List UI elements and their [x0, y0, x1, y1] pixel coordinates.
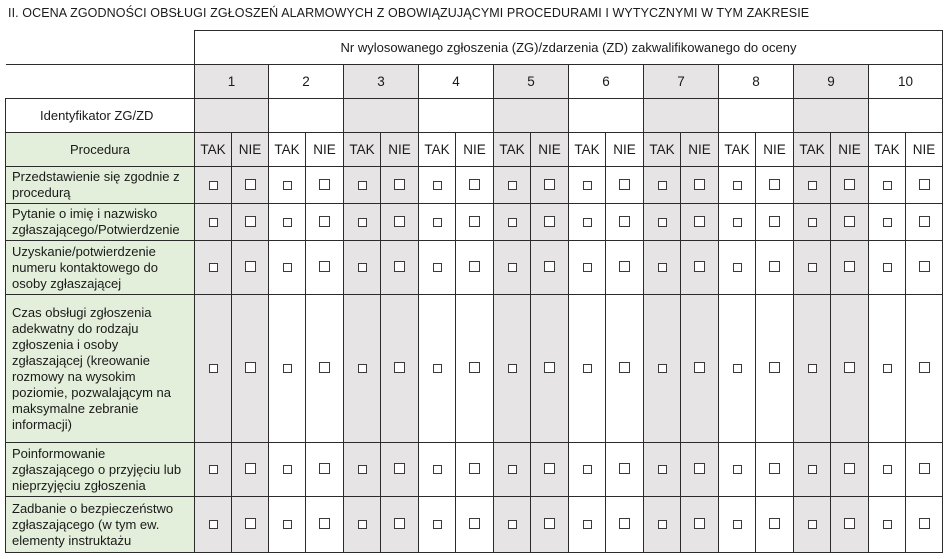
checkbox-cell — [456, 241, 494, 295]
nie-checkbox-9[interactable] — [844, 362, 855, 373]
tak-checkbox-7[interactable] — [658, 364, 667, 373]
column-number-8: 8 — [719, 65, 794, 99]
nie-checkbox-2[interactable] — [319, 463, 330, 474]
tak-checkbox-2[interactable] — [283, 465, 292, 474]
procedure-row-label: Zadbanie o bezpieczeństwo zgłaszającego (w tym ew. elementy instruktażu — [6, 497, 195, 553]
table-row — [6, 167, 943, 204]
nie-checkbox-9[interactable] — [844, 518, 855, 529]
tak-checkbox-10[interactable] — [883, 465, 892, 474]
tak-checkbox-3[interactable] — [358, 218, 367, 227]
nie-checkbox-2[interactable] — [319, 179, 330, 190]
procedure-row-label: Pytanie o imię i nazwisko zgłaszającego/Potwierdzenie — [6, 204, 195, 241]
checkbox-cell — [195, 204, 232, 241]
tak-checkbox-5[interactable] — [508, 465, 517, 474]
procedure-row-label: Uzyskanie/potwierdzenie numeru kontaktowego do osoby zgłaszającej — [6, 241, 195, 295]
checkbox-cell — [344, 497, 381, 553]
tak-header-5: TAK — [494, 133, 531, 167]
procedure-row-label: Poinformowanie zgłaszającego o przyjęciu lub nieprzyjęciu zgłoszenia — [6, 443, 195, 497]
nie-header-5: NIE — [531, 133, 569, 167]
empty-corner-2 — [6, 65, 195, 99]
checkbox-cell — [531, 497, 569, 553]
tak-checkbox-3[interactable] — [358, 465, 367, 474]
nie-checkbox-7[interactable] — [694, 518, 705, 529]
checkbox-cell — [869, 295, 906, 443]
checkbox-cell — [719, 204, 756, 241]
checkbox-cell — [719, 443, 756, 497]
nie-checkbox-9[interactable] — [844, 463, 855, 474]
tak-checkbox-5[interactable] — [508, 218, 517, 227]
checkbox-cell — [344, 241, 381, 295]
checkbox-cell — [906, 497, 943, 553]
tak-checkbox-10[interactable] — [883, 218, 892, 227]
nie-checkbox-5[interactable] — [544, 261, 555, 272]
checkbox-cell — [456, 497, 494, 553]
tak-checkbox-6[interactable] — [583, 364, 592, 373]
tak-checkbox-6[interactable] — [583, 520, 592, 529]
tak-checkbox-9[interactable] — [808, 520, 817, 529]
checkbox-cell — [531, 204, 569, 241]
checkbox-cell — [606, 167, 644, 204]
identifier-cell-4[interactable] — [419, 99, 494, 133]
tak-checkbox-5[interactable] — [508, 364, 517, 373]
tak-checkbox-5[interactable] — [508, 520, 517, 529]
nie-checkbox-5[interactable] — [544, 463, 555, 474]
checkbox-cell — [719, 295, 756, 443]
tak-checkbox-3[interactable] — [358, 364, 367, 373]
checkbox-cell — [794, 295, 831, 443]
checkbox-cell — [232, 167, 269, 204]
checkbox-cell — [831, 497, 869, 553]
tak-checkbox-1[interactable] — [209, 181, 218, 190]
nie-header-3: NIE — [381, 133, 419, 167]
tak-checkbox-1[interactable] — [209, 520, 218, 529]
checkbox-cell — [381, 204, 419, 241]
assessment-table — [5, 30, 943, 553]
checkbox-cell — [494, 497, 531, 553]
checkbox-cell — [756, 204, 794, 241]
checkbox-cell — [269, 167, 306, 204]
checkbox-cell — [456, 167, 494, 204]
checkbox-cell — [195, 497, 232, 553]
tak-checkbox-8[interactable] — [733, 465, 742, 474]
tak-checkbox-2[interactable] — [283, 520, 292, 529]
tak-checkbox-4[interactable] — [433, 520, 442, 529]
column-number-10: 10 — [869, 65, 943, 99]
checkbox-cell — [644, 295, 681, 443]
checkbox-cell — [419, 443, 456, 497]
checkbox-cell — [606, 241, 644, 295]
nie-checkbox-2[interactable] — [319, 518, 330, 529]
nie-header-1: NIE — [232, 133, 269, 167]
checkbox-cell — [906, 204, 943, 241]
tak-checkbox-4[interactable] — [433, 218, 442, 227]
checkbox-cell — [681, 443, 719, 497]
tak-checkbox-10[interactable] — [883, 263, 892, 272]
identifier-cell-3[interactable] — [344, 99, 419, 133]
checkbox-cell — [606, 443, 644, 497]
checkbox-cell — [644, 497, 681, 553]
checkbox-cell — [381, 241, 419, 295]
checkbox-cell — [794, 497, 831, 553]
checkbox-cell — [831, 443, 869, 497]
nie-checkbox-8[interactable] — [769, 362, 780, 373]
tak-checkbox-4[interactable] — [433, 263, 442, 272]
column-number-4: 4 — [419, 65, 494, 99]
checkbox-cell — [644, 443, 681, 497]
identifier-label: Identyfikator ZG/ZD — [6, 99, 195, 133]
tak-header-4: TAK — [419, 133, 456, 167]
tak-checkbox-8[interactable] — [733, 218, 742, 227]
checkbox-cell — [344, 204, 381, 241]
column-number-6: 6 — [569, 65, 644, 99]
checkbox-cell — [681, 204, 719, 241]
table-row — [6, 241, 943, 295]
nie-checkbox-10[interactable] — [919, 362, 930, 373]
checkbox-cell — [606, 295, 644, 443]
tak-checkbox-9[interactable] — [808, 465, 817, 474]
group-header: Nr wylosowanego zgłoszenia (ZG)/zdarzenia (ZD) zakwalifikowanego do oceny — [195, 31, 943, 65]
checkbox-cell — [494, 204, 531, 241]
identifier-cell-2[interactable] — [269, 99, 344, 133]
checkbox-cell — [344, 443, 381, 497]
nie-checkbox-5[interactable] — [544, 216, 555, 227]
checkbox-cell — [756, 443, 794, 497]
checkbox-cell — [306, 497, 344, 553]
checkbox-cell — [569, 204, 606, 241]
nie-header-8: NIE — [756, 133, 794, 167]
tak-checkbox-7[interactable] — [658, 181, 667, 190]
checkbox-cell — [569, 497, 606, 553]
identifier-cell-1[interactable] — [195, 99, 269, 133]
table-row — [6, 497, 943, 553]
tak-checkbox-5[interactable] — [508, 263, 517, 272]
tak-checkbox-7[interactable] — [658, 465, 667, 474]
nie-checkbox-10[interactable] — [919, 463, 930, 474]
nie-checkbox-10[interactable] — [919, 261, 930, 272]
checkbox-cell — [569, 443, 606, 497]
nie-checkbox-10[interactable] — [919, 518, 930, 529]
checkbox-cell — [906, 167, 943, 204]
nie-checkbox-7[interactable] — [694, 179, 705, 190]
tak-checkbox-8[interactable] — [733, 364, 742, 373]
checkbox-cell — [756, 497, 794, 553]
checkbox-cell — [381, 295, 419, 443]
nie-checkbox-9[interactable] — [844, 216, 855, 227]
nie-checkbox-3[interactable] — [394, 216, 405, 227]
nie-checkbox-9[interactable] — [844, 261, 855, 272]
nie-checkbox-2[interactable] — [319, 216, 330, 227]
tak-checkbox-6[interactable] — [583, 218, 592, 227]
checkbox-cell — [756, 241, 794, 295]
checkbox-cell — [232, 241, 269, 295]
checkbox-cell — [195, 443, 232, 497]
checkbox-cell — [456, 295, 494, 443]
checkbox-cell — [306, 443, 344, 497]
checkbox-cell — [195, 241, 232, 295]
checkbox-cell — [344, 167, 381, 204]
checkbox-cell — [831, 204, 869, 241]
checkbox-cell — [269, 497, 306, 553]
checkbox-cell — [681, 241, 719, 295]
column-number-1: 1 — [195, 65, 269, 99]
tak-checkbox-5[interactable] — [508, 181, 517, 190]
nie-checkbox-3[interactable] — [394, 518, 405, 529]
tak-header-2: TAK — [269, 133, 306, 167]
tak-header-1: TAK — [195, 133, 232, 167]
nie-checkbox-1[interactable] — [245, 463, 256, 474]
nie-checkbox-1[interactable] — [245, 179, 256, 190]
tak-header-6: TAK — [569, 133, 606, 167]
nie-header-7: NIE — [681, 133, 719, 167]
checkbox-cell — [232, 204, 269, 241]
nie-checkbox-4[interactable] — [469, 463, 480, 474]
tak-header-3: TAK — [344, 133, 381, 167]
checkbox-cell — [195, 167, 232, 204]
tak-header-8: TAK — [719, 133, 756, 167]
identifier-cell-5[interactable] — [494, 99, 569, 133]
identifier-cell-10[interactable] — [869, 99, 943, 133]
checkbox-cell — [569, 167, 606, 204]
tak-checkbox-6[interactable] — [583, 263, 592, 272]
checkbox-cell — [269, 295, 306, 443]
nie-checkbox-7[interactable] — [694, 261, 705, 272]
page-title: II. OCENA ZGODNOŚCI OBSŁUGI ZGŁOSZEŃ ALARMOWYCH Z OBOWIĄZUJĄCYMI PROCEDURAMI I WYTYCZNYMI W TYM ZAKRESIE — [8, 6, 810, 20]
checkbox-cell — [644, 167, 681, 204]
nie-checkbox-6[interactable] — [619, 463, 630, 474]
nie-checkbox-10[interactable] — [919, 179, 930, 190]
tak-checkbox-10[interactable] — [883, 181, 892, 190]
checkbox-cell — [381, 443, 419, 497]
nie-header-9: NIE — [831, 133, 869, 167]
checkbox-cell — [269, 241, 306, 295]
tak-checkbox-1[interactable] — [209, 263, 218, 272]
tak-checkbox-10[interactable] — [883, 520, 892, 529]
nie-checkbox-9[interactable] — [844, 179, 855, 190]
checkbox-cell — [456, 443, 494, 497]
nie-header-4: NIE — [456, 133, 494, 167]
table-row — [6, 295, 943, 443]
nie-checkbox-7[interactable] — [694, 362, 705, 373]
tak-checkbox-2[interactable] — [283, 218, 292, 227]
tak-checkbox-10[interactable] — [883, 364, 892, 373]
nie-checkbox-6[interactable] — [619, 216, 630, 227]
tak-checkbox-9[interactable] — [808, 218, 817, 227]
nie-checkbox-6[interactable] — [619, 261, 630, 272]
procedure-label: Procedura — [6, 133, 195, 167]
tak-checkbox-1[interactable] — [209, 364, 218, 373]
nie-checkbox-6[interactable] — [619, 179, 630, 190]
checkbox-cell — [456, 204, 494, 241]
checkbox-cell — [756, 167, 794, 204]
tak-header-10: TAK — [869, 133, 906, 167]
tak-checkbox-4[interactable] — [433, 465, 442, 474]
tak-checkbox-9[interactable] — [808, 181, 817, 190]
checkbox-cell — [381, 497, 419, 553]
tak-checkbox-6[interactable] — [583, 465, 592, 474]
nie-header-2: NIE — [306, 133, 344, 167]
nie-checkbox-3[interactable] — [394, 362, 405, 373]
column-number-9: 9 — [794, 65, 869, 99]
checkbox-cell — [419, 241, 456, 295]
tak-checkbox-4[interactable] — [433, 364, 442, 373]
column-number-5: 5 — [494, 65, 569, 99]
tak-checkbox-9[interactable] — [808, 263, 817, 272]
identifier-cell-6[interactable] — [569, 99, 644, 133]
checkbox-cell — [306, 295, 344, 443]
nie-checkbox-2[interactable] — [319, 362, 330, 373]
nie-checkbox-5[interactable] — [544, 518, 555, 529]
checkbox-cell — [831, 241, 869, 295]
nie-checkbox-8[interactable] — [769, 463, 780, 474]
identifier-cell-8[interactable] — [719, 99, 794, 133]
checkbox-cell — [494, 443, 531, 497]
checkbox-cell — [644, 241, 681, 295]
procedure-row-label: Przedstawienie się zgodnie z procedurą — [6, 167, 195, 204]
nie-header-10: NIE — [906, 133, 943, 167]
nie-header-6: NIE — [606, 133, 644, 167]
nie-checkbox-4[interactable] — [469, 261, 480, 272]
checkbox-cell — [344, 295, 381, 443]
nie-checkbox-2[interactable] — [319, 261, 330, 272]
checkbox-cell — [606, 497, 644, 553]
nie-checkbox-8[interactable] — [769, 261, 780, 272]
nie-checkbox-4[interactable] — [469, 216, 480, 227]
checkbox-cell — [232, 497, 269, 553]
checkbox-cell — [306, 241, 344, 295]
checkbox-cell — [869, 167, 906, 204]
nie-checkbox-4[interactable] — [469, 518, 480, 529]
column-number-3: 3 — [344, 65, 419, 99]
empty-corner — [6, 31, 195, 65]
tak-checkbox-2[interactable] — [283, 364, 292, 373]
checkbox-cell — [869, 241, 906, 295]
checkbox-cell — [381, 167, 419, 204]
tak-checkbox-6[interactable] — [583, 181, 592, 190]
checkbox-cell — [306, 167, 344, 204]
checkbox-cell — [569, 295, 606, 443]
checkbox-cell — [869, 497, 906, 553]
checkbox-cell — [195, 295, 232, 443]
checkbox-cell — [494, 241, 531, 295]
checkbox-cell — [232, 443, 269, 497]
nie-checkbox-8[interactable] — [769, 216, 780, 227]
table-row — [6, 443, 943, 497]
checkbox-cell — [906, 241, 943, 295]
checkbox-cell — [869, 204, 906, 241]
checkbox-cell — [869, 443, 906, 497]
nie-checkbox-4[interactable] — [469, 179, 480, 190]
tak-checkbox-8[interactable] — [733, 181, 742, 190]
tak-checkbox-3[interactable] — [358, 520, 367, 529]
tak-checkbox-2[interactable] — [283, 181, 292, 190]
nie-checkbox-1[interactable] — [245, 362, 256, 373]
checkbox-cell — [494, 295, 531, 443]
tak-header-9: TAK — [794, 133, 831, 167]
checkbox-cell — [419, 497, 456, 553]
checkbox-cell — [531, 241, 569, 295]
nie-checkbox-3[interactable] — [394, 179, 405, 190]
checkbox-cell — [719, 497, 756, 553]
tak-checkbox-2[interactable] — [283, 263, 292, 272]
checkbox-cell — [531, 167, 569, 204]
nie-checkbox-8[interactable] — [769, 518, 780, 529]
checkbox-cell — [644, 204, 681, 241]
nie-checkbox-3[interactable] — [394, 463, 405, 474]
nie-checkbox-8[interactable] — [769, 179, 780, 190]
table-row — [6, 204, 943, 241]
checkbox-cell — [419, 167, 456, 204]
checkbox-cell — [269, 443, 306, 497]
checkbox-cell — [232, 295, 269, 443]
checkbox-cell — [794, 443, 831, 497]
checkbox-cell — [681, 295, 719, 443]
checkbox-cell — [831, 167, 869, 204]
tak-checkbox-4[interactable] — [433, 181, 442, 190]
nie-checkbox-4[interactable] — [469, 362, 480, 373]
tak-checkbox-7[interactable] — [658, 520, 667, 529]
identifier-cell-9[interactable] — [794, 99, 869, 133]
checkbox-cell — [794, 241, 831, 295]
identifier-cell-7[interactable] — [644, 99, 719, 133]
checkbox-cell — [681, 497, 719, 553]
nie-checkbox-7[interactable] — [694, 463, 705, 474]
nie-checkbox-1[interactable] — [245, 261, 256, 272]
checkbox-cell — [569, 241, 606, 295]
tak-checkbox-3[interactable] — [358, 263, 367, 272]
nie-checkbox-3[interactable] — [394, 261, 405, 272]
checkbox-cell — [906, 295, 943, 443]
tak-checkbox-1[interactable] — [209, 465, 218, 474]
nie-checkbox-5[interactable] — [544, 362, 555, 373]
checkbox-cell — [419, 295, 456, 443]
checkbox-cell — [906, 443, 943, 497]
tak-checkbox-9[interactable] — [808, 364, 817, 373]
nie-checkbox-1[interactable] — [245, 216, 256, 227]
checkbox-cell — [681, 167, 719, 204]
nie-checkbox-7[interactable] — [694, 216, 705, 227]
tak-checkbox-7[interactable] — [658, 218, 667, 227]
checkbox-cell — [756, 295, 794, 443]
nie-checkbox-5[interactable] — [544, 179, 555, 190]
checkbox-cell — [269, 204, 306, 241]
checkbox-cell — [719, 167, 756, 204]
tak-checkbox-1[interactable] — [209, 218, 218, 227]
tak-checkbox-7[interactable] — [658, 263, 667, 272]
nie-checkbox-6[interactable] — [619, 362, 630, 373]
checkbox-cell — [419, 204, 456, 241]
tak-checkbox-3[interactable] — [358, 181, 367, 190]
nie-checkbox-6[interactable] — [619, 518, 630, 529]
tak-checkbox-8[interactable] — [733, 520, 742, 529]
checkbox-cell — [794, 204, 831, 241]
checkbox-cell — [531, 443, 569, 497]
nie-checkbox-1[interactable] — [245, 518, 256, 529]
tak-checkbox-8[interactable] — [733, 263, 742, 272]
checkbox-cell — [306, 204, 344, 241]
checkbox-cell — [831, 295, 869, 443]
column-number-2: 2 — [269, 65, 344, 99]
checkbox-cell — [794, 167, 831, 204]
column-number-7: 7 — [644, 65, 719, 99]
checkbox-cell — [606, 204, 644, 241]
checkbox-cell — [494, 167, 531, 204]
procedure-row-label: Czas obsługi zgłoszenia adekwatny do rodzaju zgłoszenia i osoby zgłaszającej (kreowanie rozmowy na wysokim poziomie, pozwalającym na maksymalne zebranie informacji) — [6, 295, 195, 443]
nie-checkbox-10[interactable] — [919, 216, 930, 227]
checkbox-cell — [531, 295, 569, 443]
tak-header-7: TAK — [644, 133, 681, 167]
checkbox-cell — [719, 241, 756, 295]
